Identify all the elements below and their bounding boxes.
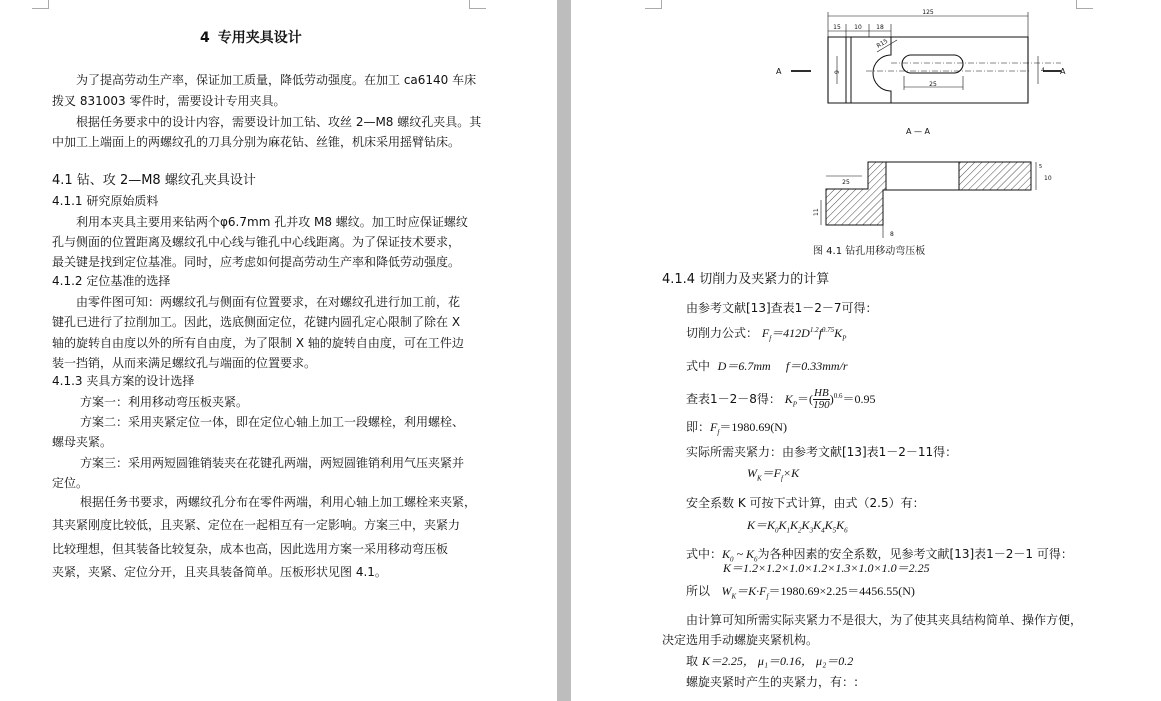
section-label: A — A — [906, 127, 931, 136]
formula-line: 实际所需夹紧力：由参考文献[13]表1－2－11得： — [686, 445, 958, 459]
kp-value: ＝0.95 — [842, 392, 876, 406]
dim-label: 18 — [876, 24, 884, 31]
dim-label: 25 — [842, 179, 850, 186]
paragraph-line: 根据任务要求中的设计内容，需要设计加工钻、攻丝 2—M8 螺纹孔夹具。其 — [76, 115, 482, 129]
section-marker: A — [1060, 67, 1066, 76]
subsection-heading: 4.1.1 研究原始质料 — [52, 194, 159, 208]
right-page — [571, 0, 1161, 701]
formula-line: 由参考文献[13]查表1－2－7可得： — [686, 301, 878, 315]
subsection-heading: 4.1.3 夹具方案的设计选择 — [52, 374, 195, 388]
parameter-values: K＝2.25， μ₁＝0.16， μ₂＝0.2 — [701, 654, 854, 668]
page-gutter — [557, 0, 571, 701]
dim-label: 10 — [854, 24, 862, 31]
dim-label: 9 — [834, 70, 841, 74]
scheme-line: 方案三：采用两短圆锥销装夹在花键孔两端，两短圆锥销利用气压夹紧并 — [80, 456, 465, 470]
dim-label: 125 — [922, 9, 934, 16]
paragraph-line: 根据任务书要求，两螺纹孔分布在零件两端，利用心轴上加工螺栓来夹紧， — [80, 495, 477, 509]
k-formula: $K=K_0K_1K_2K_3K_4K_5K_6$ — [747, 518, 848, 535]
kp-formula: 查表1－2－8得： $K_P=$( $\frac{HB}{190}$ )$^{0.6}$＝0.95 — [686, 387, 876, 411]
section-view — [813, 162, 1052, 238]
crop-mark — [32, 0, 49, 9]
formula-prefix: 所以 — [686, 584, 711, 598]
figure-caption: 图 4.1 钻孔用移动弯压板 — [813, 246, 926, 257]
wk-result: 所以 $W_K=K\cdot F_f=1980.69\times 2.25=4456.55(N)$ — [686, 584, 915, 601]
crop-mark — [469, 0, 486, 9]
parameters-line — [686, 654, 853, 668]
paragraph-line: 由计算可知所需实际夹紧力不是很大，为了使其夹具结构简单、操作方便， — [686, 613, 1083, 627]
k-product-lhs: K＝K — [747, 518, 776, 532]
fraction-numerator: HB — [814, 387, 829, 399]
paragraph-line: 比较理想，但其装备比较复杂，成本也高，因此选用方案一采用移动弯压板 — [52, 542, 449, 556]
chapter-title — [200, 31, 302, 45]
fraction-denominator: 190 — [813, 399, 830, 411]
figure-clamp-plate — [571, 0, 1161, 265]
dim-label: 11 — [813, 208, 820, 216]
wk-symbol: W — [747, 466, 757, 480]
formula-line: 安全系数 K 可按下式计算，由式（2.5）有： — [686, 496, 925, 510]
paragraph-line: 由零件图可知：两螺纹孔与侧面有位置要求，在对螺纹孔进行加工前，花 — [76, 295, 461, 309]
dim-label: 25 — [929, 81, 937, 88]
variable-definition — [686, 359, 848, 373]
paragraph-line: 螺旋夹紧时产生的夹紧力，有：: — [686, 675, 859, 689]
subsection-heading: 4.1.2 定位基准的选择 — [52, 274, 171, 288]
paragraph-line: 其夹紧刚度比较低，且夹紧、定位在一起相互有一定影响。方案三中，夹紧力 — [52, 518, 461, 532]
k-value: K＝1.2×1.2×1.0×1.2×1.3×1.0×1.0＝2.25 — [723, 561, 930, 575]
section-heading: 4.1 钻、攻 2—M8 螺纹孔夹具设计 — [52, 173, 256, 188]
chapter-number: 4 — [200, 30, 210, 46]
cutting-force-formula — [686, 326, 847, 343]
paragraph-line: 孔与侧面的位置距离及螺纹孔中心线与锥孔中心线距离。为了保证技术要求， — [52, 235, 461, 249]
paragraph-line: 装一挡销，从而来满足螺纹孔与端面的位置要求。 — [52, 356, 317, 370]
variable-f: f＝0.33mm/r — [785, 359, 848, 373]
section-marker: A — [776, 67, 782, 76]
ff-result: 即：$F_f=1980.69(N)$ — [686, 420, 787, 437]
ff-value: ＝1980.69(N) — [719, 420, 787, 434]
scheme-line: 方案一：利用移动弯压板夹紧。 — [80, 395, 249, 409]
dim-label: 15 — [833, 24, 841, 31]
formula-operator: ＝( — [797, 392, 814, 406]
kp-symbol: K — [784, 392, 793, 406]
formula-operator: ＝K·F — [736, 584, 767, 598]
k-definition: 式中：$K_0$ ~ $K_6$为各种因素的安全系数，见参考文献[13]表1－2－1 可得： — [686, 547, 1073, 564]
paragraph-line: 轴的旋转自由度以外的所有自由度，为了限制 X 轴的旋转自由度，可在工件边 — [52, 336, 464, 350]
formula-prefix: 式中： — [686, 547, 723, 561]
top-view — [776, 9, 1066, 103]
dim-label: 4 — [1041, 67, 1045, 74]
paragraph-line: 为了提高劳动生产率，保证加工质量，降低劳动强度。在加工 ca6140 车床 — [76, 73, 477, 87]
dim-label: 10 — [1044, 175, 1052, 182]
formula-expression: $F_f=412D^{1.2}f^{0.75}K_P$ — [761, 326, 847, 343]
paragraph-line: 夹紧，夹紧、定位分开，且夹具装备简单。压板形状见图 4.1。 — [52, 565, 387, 579]
paragraph-line: 决定选用手动螺旋夹紧机构。 — [662, 633, 819, 647]
wk-formula: $W_K=F_f\times K$ — [747, 466, 800, 483]
scheme-line: 螺母夹紧。 — [52, 435, 113, 449]
scheme-line: 定位。 — [52, 476, 89, 490]
left-page — [0, 0, 557, 701]
wk-value: ＝1980.69×2.25＝4456.55(N) — [768, 584, 915, 598]
formula-prefix: 即： — [686, 420, 711, 434]
variable-d: D＝6.7mm — [717, 359, 771, 373]
paragraph-line: 最关键是找到定位基准。同时，应考虑如何提高劳动生产率和降低劳动强度。 — [52, 255, 461, 269]
subsection-heading: 4.1.4 切削力及夹紧力的计算 — [662, 272, 830, 287]
paragraph-line: 拨叉 831003 零件时，需要设计专用夹具。 — [52, 94, 286, 108]
formula-prefix: 式中 — [686, 359, 711, 373]
k-definition-text: 为各种因素的安全系数，见参考文献[13]表1－2－1 可得： — [757, 547, 1073, 561]
dim-label: 5 — [1039, 164, 1043, 170]
scheme-line: 方案二：采用夹紧定位一体，即在定位心轴上加工一段螺栓，利用螺栓、 — [80, 415, 465, 429]
dim-label: 8 — [890, 231, 894, 238]
dim-label: R15 — [875, 37, 890, 50]
paragraph-line: 中加工上端面上的两螺纹孔的刀具分别为麻花钻、丝锥，机床采用摇臂钻床。 — [52, 135, 461, 149]
paragraph-line: 利用本夹具主要用来钻两个φ6.7mm 孔并攻 M8 螺纹。加工时应保证螺纹 — [76, 215, 468, 229]
paragraph-line: 键孔已进行了拉削加工。因此，选底侧面定位，花键内圆孔定心限制了除在 X — [52, 315, 461, 329]
chapter-title-text: 专用夹具设计 — [217, 30, 302, 46]
formula-prefix: 查表1－2－8得： — [686, 392, 781, 406]
formula-prefix: 取 — [686, 654, 699, 668]
formula-prefix: 切削力公式： — [686, 326, 759, 340]
